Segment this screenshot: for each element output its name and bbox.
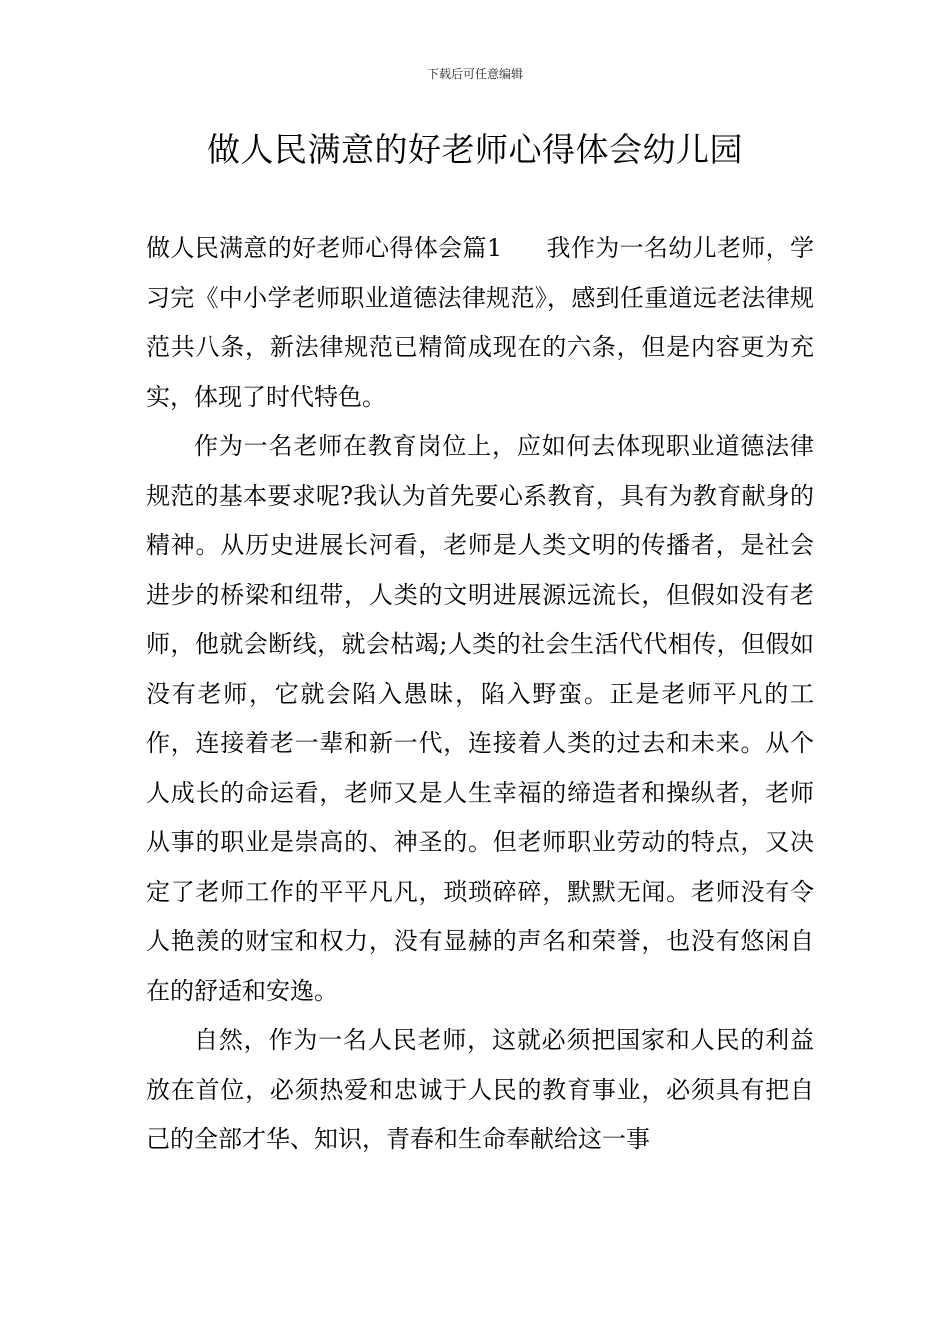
paragraph-3: 自然，作为一名人民老师，这就必须把国家和人民的利益放在首位，必须热爱和忠诚于人民的教育事业，必须具有把自己的全部才华、知识，青春和生命奉献给这一事 — [146, 1026, 814, 1153]
paragraph-1-text: 我作为一名幼儿老师，学习完《中小学老师职业道德法律规范》，感到任重道远老法律规范共八条，新法律规范已精简成现在的六条，但是内容更为充实，体现了时代特色。 — [146, 234, 814, 411]
section-heading: 做人民满意的好老师心得体会篇1 — [146, 234, 503, 262]
header-note: 下载后可任意编辑 — [426, 67, 523, 81]
paragraph-1 — [146, 224, 814, 422]
document-body — [146, 224, 814, 1165]
document-title: 做人民满意的好老师心得体会幼儿园 — [207, 130, 743, 169]
paragraph-2: 作为一名老师在教育岗位上，应如何去体现职业道德法律规范的基本要求呢?我认为首先要心系教育，具有为教育献身的精神。从历史进展长河看，老师是人类文明的传播者，是社会进步的桥梁和纽带，人类的文明进展源远流长，但假如没有老师，他就会断线，就会枯竭;人类的社会生活代代相传，但假如没有老师，它就会陷入愚昧，陷入野蛮。正是老师平凡的工作，连接着老一辈和新一代，连接着人类的过去和未来。从个人成长的命运看，老师又是人生幸福的缔造者和操纵者，老师从事的职业是崇高的、神圣的。但老师职业劳动的特点，又决定了老师工作的平平凡凡，琐琐碎碎，默默无闻。老师没有令人艳羡的财宝和权力，没有显赫的声名和荣誉，也没有悠闲自在的舒适和安逸。 — [146, 432, 814, 1005]
